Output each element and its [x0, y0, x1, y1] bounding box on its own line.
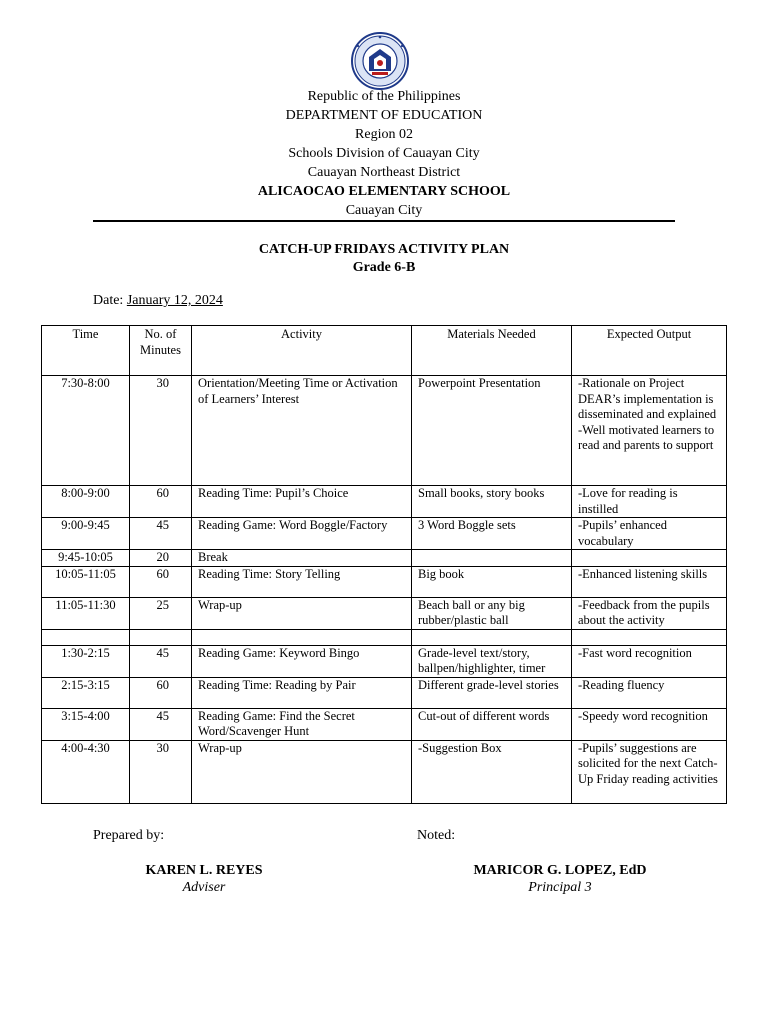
prepared-by-label: Prepared by:: [93, 828, 165, 843]
minutes-cell: 60: [130, 566, 192, 597]
date-value: January 12, 2024: [126, 293, 223, 308]
activity-cell: Break: [192, 550, 412, 567]
letterhead-line: Republic of the Philippines: [307, 89, 461, 104]
time-cell: 8:00-9:00: [42, 486, 130, 518]
letterhead-line: Cauayan Northeast District: [307, 165, 461, 180]
plan-title: CATCH-UP FRIDAYS ACTIVITY PLAN: [258, 242, 510, 257]
materials-cell: Powerpoint Presentation: [412, 376, 572, 486]
materials-cell: Beach ball or any big rubber/plastic ball: [412, 597, 572, 629]
output-cell: -Pupils’ suggestions are solicited for the next Catch-Up Friday reading activities: [572, 740, 727, 803]
minutes-cell: 30: [130, 740, 192, 803]
activity-cell: Orientation/Meeting Time or Activation of Learners’ Interest: [192, 376, 412, 486]
minutes-cell: 20: [130, 550, 192, 567]
table-row: [42, 597, 727, 629]
minutes-cell: 25: [130, 597, 192, 629]
time-cell: [42, 629, 130, 645]
deped-seal-logo: [345, 31, 415, 91]
materials-cell: [412, 550, 572, 567]
minutes-cell: 30: [130, 376, 192, 486]
time-cell: 9:45-10:05: [42, 550, 130, 567]
materials-cell: Cut-out of different words: [412, 708, 572, 740]
letterhead-line: DEPARTMENT OF EDUCATION: [285, 108, 483, 123]
materials-cell: Different grade-level stories: [412, 677, 572, 708]
activity-plan-table: [41, 325, 727, 804]
activity-cell: Reading Time: Reading by Pair: [192, 677, 412, 708]
materials-cell: -Suggestion Box: [412, 740, 572, 803]
noted-label: Noted:: [417, 828, 456, 843]
table-row: [42, 677, 727, 708]
activity-cell: Reading Game: Word Boggle/Factory: [192, 518, 412, 550]
table-row: [42, 740, 727, 803]
column-header: Time: [42, 326, 130, 376]
activity-cell: Reading Game: Find the Secret Word/Scavenger Hunt: [192, 708, 412, 740]
materials-cell: Grade-level text/story, ballpen/highlighter, timer: [412, 645, 572, 677]
letterhead-line: Schools Division of Cauayan City: [288, 146, 480, 161]
activity-cell: Reading Game: Keyword Bingo: [192, 645, 412, 677]
column-header: Expected Output: [572, 326, 727, 376]
time-cell: 9:00-9:45: [42, 518, 130, 550]
time-cell: 10:05-11:05: [42, 566, 130, 597]
output-cell: [572, 550, 727, 567]
table-row: [42, 376, 727, 486]
table-row: [42, 518, 727, 550]
materials-cell: Big book: [412, 566, 572, 597]
table-row: [42, 566, 727, 597]
adviser-role: Adviser: [182, 880, 226, 895]
output-cell: -Rationale on Project DEAR’s implementation is disseminated and explained -Well motivated learners to read and parents to support: [572, 376, 727, 486]
column-header: Activity: [192, 326, 412, 376]
table-row: [42, 708, 727, 740]
output-cell: -Pupils’ enhanced vocabulary: [572, 518, 727, 550]
grade-level: Grade 6-B: [352, 260, 416, 275]
table-row: [42, 629, 727, 645]
activity-cell: Wrap-up: [192, 740, 412, 803]
table-header-row: [42, 326, 727, 376]
principal-name: MARICOR G. LOPEZ, EdD: [473, 863, 647, 878]
principal-role: Principal 3: [528, 880, 592, 895]
activity-cell: Wrap-up: [192, 597, 412, 629]
time-cell: 4:00-4:30: [42, 740, 130, 803]
table-row: [42, 550, 727, 567]
output-cell: -Reading fluency: [572, 677, 727, 708]
output-cell: -Love for reading is instilled: [572, 486, 727, 518]
date-label: Date:: [93, 293, 124, 308]
minutes-cell: 60: [130, 486, 192, 518]
minutes-cell: 45: [130, 518, 192, 550]
output-cell: -Feedback from the pupils about the activity: [572, 597, 727, 629]
minutes-cell: 60: [130, 677, 192, 708]
activity-cell: Reading Time: Story Telling: [192, 566, 412, 597]
output-cell: [572, 629, 727, 645]
document-title: [0, 241, 768, 277]
activity-cell: Reading Time: Pupil’s Choice: [192, 486, 412, 518]
table-row: [42, 645, 727, 677]
letterhead-line: Region 02: [355, 127, 413, 142]
minutes-cell: 45: [130, 708, 192, 740]
school-city: Cauayan City: [345, 203, 423, 218]
time-cell: 11:05-11:30: [42, 597, 130, 629]
output-cell: -Enhanced listening skills: [572, 566, 727, 597]
time-cell: 7:30-8:00: [42, 376, 130, 486]
materials-cell: [412, 629, 572, 645]
school-name: ALICAOCAO ELEMENTARY SCHOOL: [257, 184, 511, 199]
output-cell: -Speedy word recognition: [572, 708, 727, 740]
time-cell: 3:15-4:00: [42, 708, 130, 740]
activity-cell: [192, 629, 412, 645]
materials-cell: Small books, story books: [412, 486, 572, 518]
column-header: Materials Needed: [412, 326, 572, 376]
output-cell: -Fast word recognition: [572, 645, 727, 677]
adviser-name: KAREN L. REYES: [145, 863, 263, 878]
column-header: No. of Minutes: [130, 326, 192, 376]
minutes-cell: [130, 629, 192, 645]
minutes-cell: 45: [130, 645, 192, 677]
header-divider: [93, 220, 675, 222]
materials-cell: 3 Word Boggle sets: [412, 518, 572, 550]
time-cell: 2:15-3:15: [42, 677, 130, 708]
date-line: [93, 293, 223, 309]
time-cell: 1:30-2:15: [42, 645, 130, 677]
table-row: [42, 486, 727, 518]
letterhead: [0, 87, 768, 220]
table-body: [42, 376, 727, 804]
